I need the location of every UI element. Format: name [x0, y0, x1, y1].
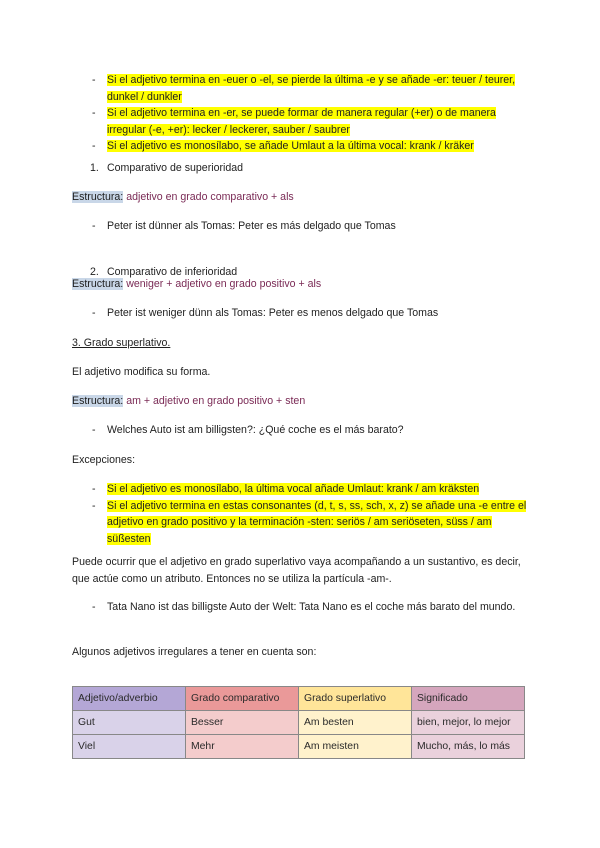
table-row: [73, 735, 525, 759]
list-item: - Si el adjetivo termina en estas consonantes (d, t, s, ss, sch, x, z) se añade una -e entre el adjetivo en grado positivo y la terminación -sten: seriös / am seriöseten, süss / am süßesten: [92, 499, 527, 545]
table-cell: Viel: [73, 735, 186, 759]
list-item: - Peter ist dünner als Tomas: Peter es más delgado que Tomas: [92, 220, 396, 232]
irregulares-intro: Algunos adjetivos irregulares a tener en cuenta son:: [72, 646, 317, 658]
table-header-cell: Significado: [412, 687, 525, 711]
list-item: - Si el adjetivo es monosílabo, la última vocal añade Umlaut: krank / am kräksten: [92, 483, 480, 495]
list-item: - Welches Auto ist am billigsten?: ¿Qué coche es el más barato?: [92, 424, 404, 436]
estructura-inferioridad: Estructura: weniger + adjetivo en grado positivo + als: [72, 278, 322, 290]
excepciones-title: Excepciones:: [72, 454, 136, 466]
list-item: - Si el adjetivo es monosílabo, se añade Umlaut a la última vocal: krank / kräker: [92, 140, 474, 152]
superlativo-intro: El adjetivo modifica su forma.: [72, 366, 211, 378]
table-row: [73, 711, 525, 735]
table-cell: Besser: [186, 711, 299, 735]
example-inferioridad: [72, 305, 528, 322]
list-item: - Tata Nano ist das billigste Auto der Welt: Tata Nano es el coche más barato del mundo.: [92, 601, 516, 613]
table-cell: Mehr: [186, 735, 299, 759]
table-header-cell: Grado comparativo: [186, 687, 299, 711]
irregular-adjectives-table: [72, 686, 525, 759]
table-header-cell: Grado superlativo: [299, 687, 412, 711]
estructura-superioridad: Estructura: adjetivo en grado comparativo + als: [72, 191, 294, 203]
rules-list: [72, 72, 528, 155]
table-cell: Gut: [73, 711, 186, 735]
list-item: - Si el adjetivo termina en -euer o -el, se pierde la última -e y se añade -er: teuer / teurer, dunkel / dunkler: [92, 74, 516, 103]
section-superioridad-title: 1. Comparativo de superioridad: [90, 162, 244, 174]
example-atributo: [72, 599, 528, 616]
example-superlativo: [72, 422, 528, 439]
table-cell: Am besten: [299, 711, 412, 735]
atributo-paragraph: Puede ocurrir que el adjetivo en grado superlativo vaya acompañando a un sustantivo, es decir, que actúe como un atributo. Entonces no se utiliza la partícula -am-.: [72, 556, 521, 585]
table-header-row: [73, 687, 525, 711]
excepciones-list: [72, 481, 528, 547]
table-cell: Mucho, más, lo más: [412, 735, 525, 759]
table-cell: Am meisten: [299, 735, 412, 759]
table-cell: bien, mejor, lo mejor: [412, 711, 525, 735]
section-superlativo-heading: 3. Grado superlativo.: [72, 337, 171, 349]
example-superioridad: [72, 218, 528, 235]
list-item: - Peter ist weniger dünn als Tomas: Peter es menos delgado que Tomas: [92, 307, 439, 319]
estructura-superlativo: Estructura: am + adjetivo en grado positivo + sten: [72, 395, 306, 407]
list-item: - Si el adjetivo termina en -er, se puede formar de manera regular (+er) o de manera irregular (-e, +er): lecker / leckerer, sauber / saubrer: [92, 107, 496, 136]
section-inferioridad-title: 2. Comparativo de inferioridad: [90, 265, 238, 278]
table-header-cell: Adjetivo/adverbio: [73, 687, 186, 711]
